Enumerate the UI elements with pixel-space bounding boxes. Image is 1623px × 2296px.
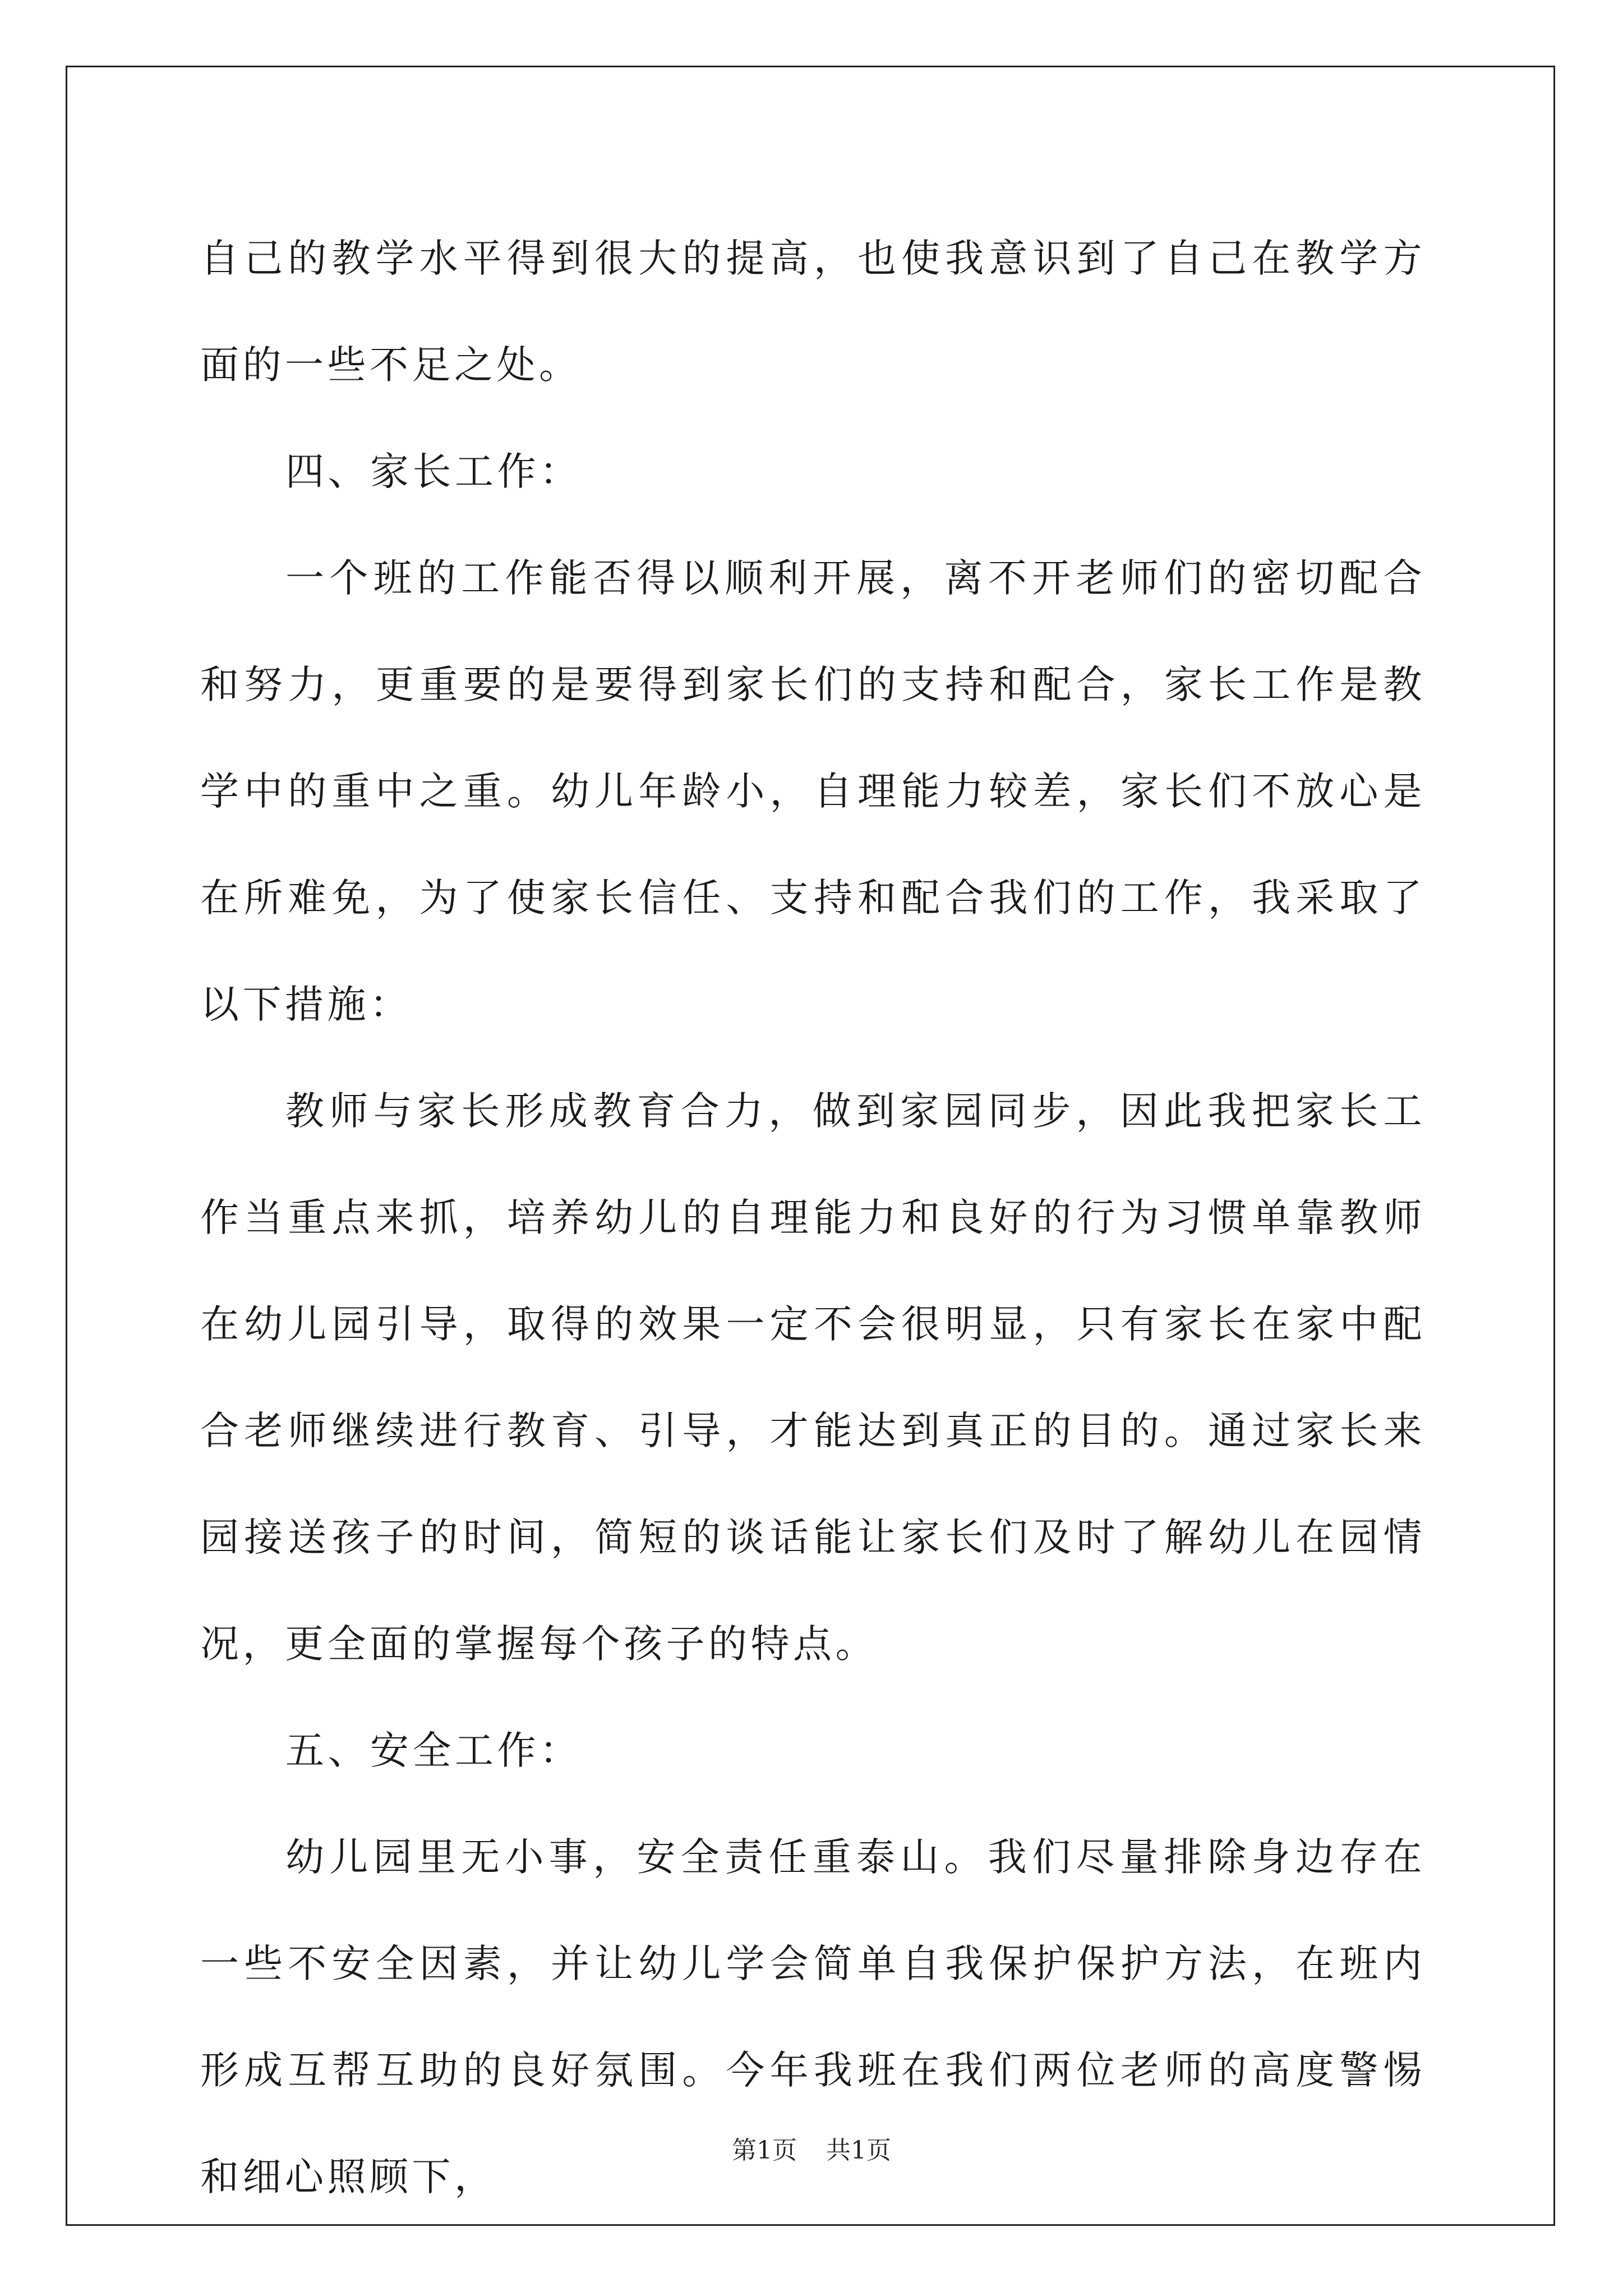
section-heading-safety: 五、安全工作：: [285, 1728, 582, 1773]
page-footer: [0, 2135, 1623, 2166]
paragraph-3: 教师与家长形成教育合力，做到家园同步，因此我把家长工作当重点来抓，培养幼儿的自理能力和良好的行为习惯单靠教师在幼儿园引导，取得的效果一定不会很明显，只有家长在家中配合老师继续进行教育、引导，才能达到真正的目的。通过家长来园接送孩子的时间，简短的谈话能让家长们及时了解幼儿在园情况，更全面的掌握每个孩子的特点。: [200, 1089, 1426, 1667]
paragraph-4: 幼儿园里无小事，安全责任重泰山。我们尽量排除身边存在一些不安全因素，并让幼儿学会简单自我保护保护方法，在班内形成互帮互助的良好氛围。今年我班在我们两位老师的高度警惕和细心照顾下，: [200, 1835, 1426, 2200]
section-heading-parents: 四、家长工作：: [285, 449, 582, 494]
page-number-total: 共1页: [826, 2136, 891, 2165]
document-body: [200, 205, 1426, 2230]
page-number-current: 第1页: [732, 2136, 797, 2165]
paragraph-2: 一个班的工作能否得以顺利开展，离不开老师们的密切配合和努力，更重要的是要得到家长们的支持和配合，家长工作是教学中的重中之重。幼儿年龄小，自理能力较差，家长们不放心是在所难免，为了使家长信任、支持和配合我们的工作，我采取了以下措施：: [200, 556, 1426, 1027]
paragraph-1: 自己的教学水平得到很大的提高，也使我意识到了自己在教学方面的一些不足之处。: [200, 236, 1426, 388]
